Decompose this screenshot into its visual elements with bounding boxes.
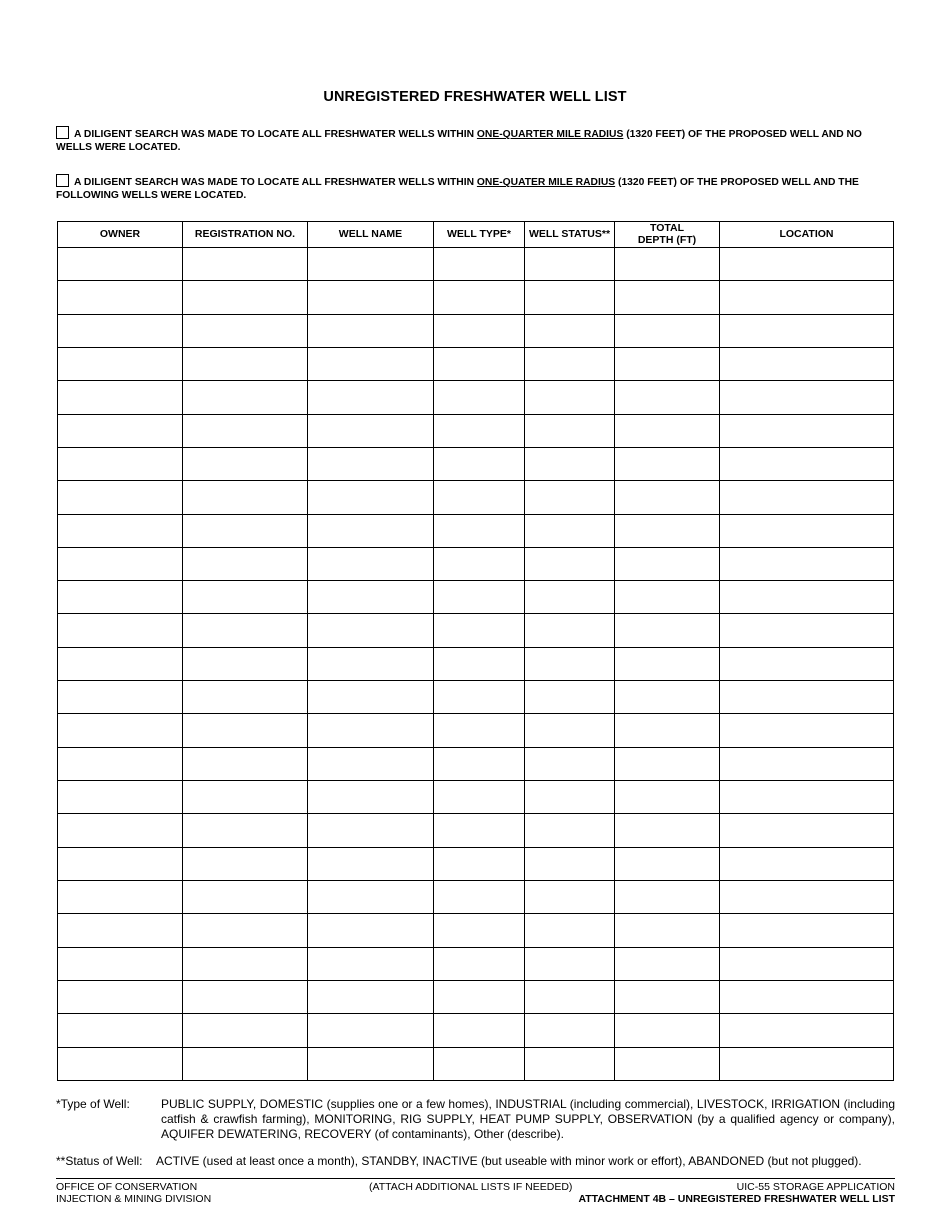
cell-total-depth[interactable]: [615, 681, 720, 714]
cell-well-type[interactable]: [434, 581, 525, 614]
cell-well-name[interactable]: [308, 980, 434, 1013]
cell-well-type[interactable]: [434, 514, 525, 547]
cell-well-name[interactable]: [308, 248, 434, 281]
cell-well-type[interactable]: [434, 847, 525, 880]
table-row: [58, 714, 894, 747]
cell-total-depth[interactable]: [615, 880, 720, 913]
cell-owner[interactable]: [58, 581, 183, 614]
cell-registration-no[interactable]: [183, 547, 308, 580]
cell-well-status[interactable]: [525, 347, 615, 380]
cell-location[interactable]: [720, 914, 894, 947]
table-row: [58, 880, 894, 913]
cell-well-status[interactable]: [525, 614, 615, 647]
cell-owner[interactable]: [58, 847, 183, 880]
cell-registration-no[interactable]: [183, 447, 308, 480]
cell-well-name[interactable]: [308, 414, 434, 447]
cell-location[interactable]: [720, 414, 894, 447]
footer-attachment-title: ATTACHMENT 4B – UNREGISTERED FRESHWATER WELL LIST: [578, 1193, 895, 1205]
header-total-depth: [615, 222, 720, 248]
cell-well-name[interactable]: [308, 814, 434, 847]
cell-well-status[interactable]: [525, 914, 615, 947]
cell-owner[interactable]: [58, 947, 183, 980]
cell-total-depth[interactable]: [615, 1047, 720, 1081]
cell-well-type[interactable]: [434, 347, 525, 380]
cell-owner[interactable]: [58, 1047, 183, 1081]
cell-well-type[interactable]: [434, 947, 525, 980]
cell-well-name[interactable]: [308, 547, 434, 580]
cell-well-status[interactable]: [525, 747, 615, 780]
cell-total-depth[interactable]: [615, 481, 720, 514]
cell-well-type[interactable]: [434, 314, 525, 347]
cell-owner[interactable]: [58, 647, 183, 680]
cell-registration-no[interactable]: [183, 481, 308, 514]
cell-registration-no[interactable]: [183, 381, 308, 414]
cell-owner[interactable]: [58, 1014, 183, 1047]
cell-well-status[interactable]: [525, 814, 615, 847]
cell-well-name[interactable]: [308, 581, 434, 614]
cell-owner[interactable]: [58, 980, 183, 1013]
cell-well-status[interactable]: [525, 547, 615, 580]
footer-divider: [56, 1178, 895, 1179]
cell-well-status[interactable]: [525, 980, 615, 1013]
cell-total-depth[interactable]: [615, 714, 720, 747]
cell-location[interactable]: [720, 681, 894, 714]
page-title: UNREGISTERED FRESHWATER WELL LIST: [323, 89, 627, 105]
cell-well-status[interactable]: [525, 647, 615, 680]
cell-well-status[interactable]: [525, 414, 615, 447]
cell-well-name[interactable]: [308, 1047, 434, 1081]
cell-well-status[interactable]: [525, 248, 615, 281]
table-row: [58, 347, 894, 380]
cell-total-depth[interactable]: [615, 980, 720, 1013]
cell-registration-no[interactable]: [183, 281, 308, 314]
cell-well-type[interactable]: [434, 880, 525, 913]
well-list-table: [57, 221, 894, 1081]
cell-total-depth[interactable]: [615, 747, 720, 780]
cell-location[interactable]: [720, 447, 894, 480]
cell-well-name[interactable]: [308, 1014, 434, 1047]
cell-well-name[interactable]: [308, 347, 434, 380]
header-owner: OWNER: [58, 222, 183, 248]
table-row: [58, 747, 894, 780]
cell-total-depth[interactable]: [615, 547, 720, 580]
cell-registration-no[interactable]: [183, 514, 308, 547]
cell-well-name[interactable]: [308, 781, 434, 814]
cell-owner[interactable]: [58, 814, 183, 847]
table-row: [58, 481, 894, 514]
cell-total-depth[interactable]: [615, 914, 720, 947]
cell-well-status[interactable]: [525, 714, 615, 747]
table-row: [58, 281, 894, 314]
cell-well-name[interactable]: [308, 514, 434, 547]
cell-total-depth[interactable]: [615, 1014, 720, 1047]
table-row: [58, 947, 894, 980]
table-row: [58, 514, 894, 547]
cell-well-type[interactable]: [434, 447, 525, 480]
cell-total-depth[interactable]: [615, 614, 720, 647]
cell-well-status[interactable]: [525, 880, 615, 913]
cell-well-type[interactable]: [434, 414, 525, 447]
header-total-depth-line2: DEPTH (FT): [637, 233, 697, 246]
status-of-well-text: ACTIVE (used at least once a month), STANDBY, INACTIVE (but useable with minor work or effort), ABANDONED (but not plugged).: [156, 1154, 862, 1168]
cell-well-type[interactable]: [434, 248, 525, 281]
table-row: [58, 381, 894, 414]
cell-well-status[interactable]: [525, 514, 615, 547]
cell-owner[interactable]: [58, 747, 183, 780]
cell-owner[interactable]: [58, 514, 183, 547]
cell-well-type[interactable]: [434, 481, 525, 514]
cell-well-name[interactable]: [308, 447, 434, 480]
cell-well-status[interactable]: [525, 781, 615, 814]
cell-owner[interactable]: [58, 248, 183, 281]
cell-registration-no[interactable]: [183, 947, 308, 980]
cell-well-name[interactable]: [308, 914, 434, 947]
cell-well-status[interactable]: [525, 1014, 615, 1047]
cell-registration-no[interactable]: [183, 248, 308, 281]
cell-owner[interactable]: [58, 614, 183, 647]
cell-well-type[interactable]: [434, 647, 525, 680]
cell-owner[interactable]: [58, 914, 183, 947]
cell-total-depth[interactable]: [615, 314, 720, 347]
cell-well-status[interactable]: [525, 1047, 615, 1081]
statement-no-wells: [56, 126, 896, 154]
cell-total-depth[interactable]: [615, 381, 720, 414]
cell-location[interactable]: [720, 847, 894, 880]
cell-location[interactable]: [720, 281, 894, 314]
cell-owner[interactable]: [58, 681, 183, 714]
cell-well-name[interactable]: [308, 714, 434, 747]
cell-well-type[interactable]: [434, 1047, 525, 1081]
cell-location[interactable]: [720, 314, 894, 347]
cell-location[interactable]: [720, 381, 894, 414]
table-row: [58, 447, 894, 480]
cell-well-name[interactable]: [308, 281, 434, 314]
cell-owner[interactable]: [58, 880, 183, 913]
cell-registration-no[interactable]: [183, 814, 308, 847]
cell-well-status[interactable]: [525, 481, 615, 514]
cell-owner[interactable]: [58, 414, 183, 447]
footer-application: UIC-55 STORAGE APPLICATION: [736, 1181, 895, 1193]
cell-location[interactable]: [720, 880, 894, 913]
statement-text: A DILIGENT SEARCH WAS MADE TO LOCATE ALL FRESHWATER WELLS WITHIN: [74, 129, 477, 140]
cell-owner[interactable]: [58, 347, 183, 380]
statement-wells-located: [56, 174, 896, 202]
cell-well-type[interactable]: [434, 714, 525, 747]
cell-registration-no[interactable]: [183, 614, 308, 647]
statement-underlined: ONE-QUATER MILE RADIUS: [476, 177, 616, 188]
cell-owner[interactable]: [58, 481, 183, 514]
cell-registration-no[interactable]: [183, 914, 308, 947]
cell-well-name[interactable]: [308, 681, 434, 714]
cell-well-type[interactable]: [434, 747, 525, 780]
cell-total-depth[interactable]: [615, 514, 720, 547]
no-wells-checkbox[interactable]: [56, 126, 69, 139]
table-row: [58, 314, 894, 347]
table-row: [58, 547, 894, 580]
cell-registration-no[interactable]: [183, 880, 308, 913]
cell-well-status[interactable]: [525, 681, 615, 714]
table-row: [58, 781, 894, 814]
cell-total-depth[interactable]: [615, 581, 720, 614]
cell-location[interactable]: [720, 747, 894, 780]
cell-owner[interactable]: [58, 547, 183, 580]
cell-well-name[interactable]: [308, 747, 434, 780]
cell-location[interactable]: [720, 248, 894, 281]
table-row: [58, 681, 894, 714]
cell-registration-no[interactable]: [183, 847, 308, 880]
cell-owner[interactable]: [58, 781, 183, 814]
footer-attach-note: (ATTACH ADDITIONAL LISTS IF NEEDED): [369, 1181, 573, 1193]
footer-office: OFFICE OF CONSERVATION: [56, 1181, 198, 1193]
cell-well-status[interactable]: [525, 847, 615, 880]
cell-well-type[interactable]: [434, 980, 525, 1013]
statement-underlined: ONE-QUARTER MILE RADIUS: [476, 129, 624, 140]
cell-registration-no[interactable]: [183, 647, 308, 680]
cell-total-depth[interactable]: [615, 814, 720, 847]
table-row: [58, 581, 894, 614]
cell-well-status[interactable]: [525, 581, 615, 614]
cell-owner[interactable]: [58, 447, 183, 480]
cell-location[interactable]: [720, 814, 894, 847]
cell-location[interactable]: [720, 581, 894, 614]
cell-well-type[interactable]: [434, 547, 525, 580]
cell-total-depth[interactable]: [615, 414, 720, 447]
table-row: [58, 1014, 894, 1047]
header-well-name: WELL NAME: [308, 222, 434, 248]
table-row: [58, 814, 894, 847]
cell-registration-no[interactable]: [183, 747, 308, 780]
table-header-row: [58, 222, 894, 248]
cell-well-status[interactable]: [525, 447, 615, 480]
table-row: [58, 614, 894, 647]
cell-well-name[interactable]: [308, 947, 434, 980]
statement-text-end: (1320 FEET) OF THE PROPOSED WELL AND NO WELLS WERE LOCATED.: [56, 129, 862, 153]
type-of-well-text: PUBLIC SUPPLY, DOMESTIC (supplies one or a few homes), INDUSTRIAL (including commercial), LIVESTOCK, IRRIGATION (including catfish & crawfish farming), MONITORING, RIG SUPPLY, HEAT PUMP SUPPLY, OBSERVATION (by a qualified agency or company), AQUIFER DEWATERING, RECOVERY (of contaminants), Other (describe).: [161, 1097, 895, 1141]
cell-registration-no[interactable]: [183, 347, 308, 380]
cell-well-name[interactable]: [308, 880, 434, 913]
statement-text: A DILIGENT SEARCH WAS MADE TO LOCATE ALL FRESHWATER WELLS WITHIN: [74, 177, 477, 188]
cell-location[interactable]: [720, 714, 894, 747]
cell-total-depth[interactable]: [615, 447, 720, 480]
cell-registration-no[interactable]: [183, 980, 308, 1013]
cell-total-depth[interactable]: [615, 281, 720, 314]
table-row: [58, 914, 894, 947]
cell-registration-no[interactable]: [183, 581, 308, 614]
cell-well-name[interactable]: [308, 647, 434, 680]
cell-well-status[interactable]: [525, 381, 615, 414]
cell-location[interactable]: [720, 947, 894, 980]
cell-well-name[interactable]: [308, 847, 434, 880]
cell-owner[interactable]: [58, 281, 183, 314]
cell-well-type[interactable]: [434, 914, 525, 947]
cell-registration-no[interactable]: [183, 1047, 308, 1081]
cell-location[interactable]: [720, 1014, 894, 1047]
cell-total-depth[interactable]: [615, 647, 720, 680]
cell-total-depth[interactable]: [615, 347, 720, 380]
cell-well-type[interactable]: [434, 681, 525, 714]
cell-total-depth[interactable]: [615, 847, 720, 880]
cell-location[interactable]: [720, 514, 894, 547]
cell-registration-no[interactable]: [183, 681, 308, 714]
wells-located-checkbox[interactable]: [56, 174, 69, 187]
table-row: [58, 647, 894, 680]
cell-location[interactable]: [720, 347, 894, 380]
cell-well-type[interactable]: [434, 281, 525, 314]
cell-owner[interactable]: [58, 381, 183, 414]
cell-registration-no[interactable]: [183, 414, 308, 447]
cell-location[interactable]: [720, 781, 894, 814]
cell-registration-no[interactable]: [183, 714, 308, 747]
header-total-depth-line1: TOTAL: [649, 222, 685, 234]
table-row: [58, 414, 894, 447]
cell-total-depth[interactable]: [615, 947, 720, 980]
status-of-well-label: **Status of Well:: [56, 1154, 143, 1168]
cell-location[interactable]: [720, 547, 894, 580]
cell-location[interactable]: [720, 614, 894, 647]
cell-registration-no[interactable]: [183, 781, 308, 814]
header-location: LOCATION: [720, 222, 894, 248]
cell-well-name[interactable]: [308, 381, 434, 414]
cell-well-name[interactable]: [308, 614, 434, 647]
header-well-status: WELL STATUS**: [525, 222, 615, 248]
cell-well-status[interactable]: [525, 281, 615, 314]
cell-well-type[interactable]: [434, 381, 525, 414]
cell-location[interactable]: [720, 647, 894, 680]
cell-well-type[interactable]: [434, 614, 525, 647]
header-registration-no: REGISTRATION NO.: [183, 222, 308, 248]
cell-registration-no[interactable]: [183, 1014, 308, 1047]
cell-well-status[interactable]: [525, 314, 615, 347]
cell-owner[interactable]: [58, 714, 183, 747]
cell-well-type[interactable]: [434, 1014, 525, 1047]
table-row: [58, 847, 894, 880]
table-row: [58, 1047, 894, 1081]
cell-location[interactable]: [720, 481, 894, 514]
table-row: [58, 980, 894, 1013]
cell-well-type[interactable]: [434, 814, 525, 847]
cell-registration-no[interactable]: [183, 314, 308, 347]
statement-text-end: (1320 FEET) OF THE PROPOSED WELL AND THE FOLLOWING WELLS WERE LOCATED.: [56, 177, 859, 201]
cell-well-name[interactable]: [308, 314, 434, 347]
type-of-well-label: *Type of Well:: [56, 1097, 130, 1111]
cell-well-type[interactable]: [434, 781, 525, 814]
cell-location[interactable]: [720, 1047, 894, 1081]
cell-total-depth[interactable]: [615, 781, 720, 814]
cell-owner[interactable]: [58, 314, 183, 347]
table-row: [58, 248, 894, 281]
cell-total-depth[interactable]: [615, 248, 720, 281]
cell-well-status[interactable]: [525, 947, 615, 980]
cell-well-name[interactable]: [308, 481, 434, 514]
cell-location[interactable]: [720, 980, 894, 1013]
header-well-type: WELL TYPE*: [434, 222, 525, 248]
footer-division: INJECTION & MINING DIVISION: [56, 1193, 212, 1205]
